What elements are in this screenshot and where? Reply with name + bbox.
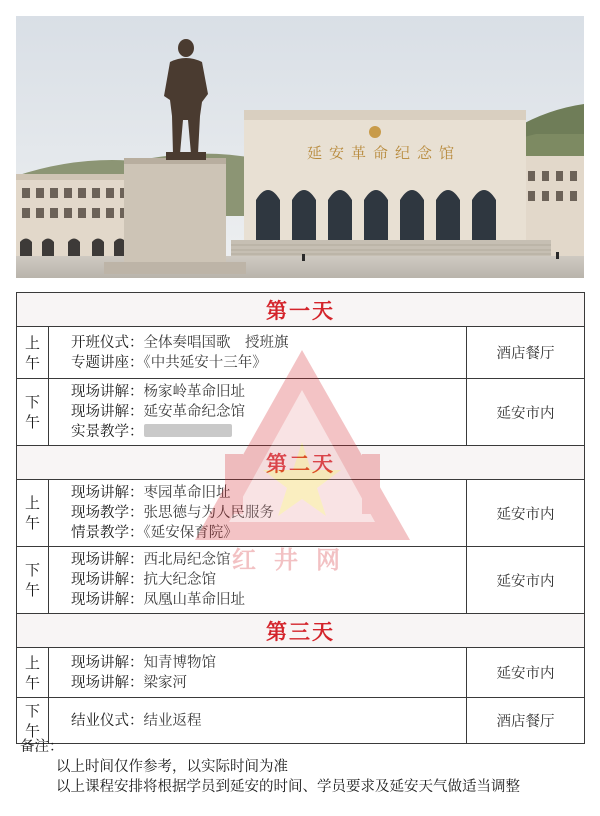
period-label: 上 午 — [17, 480, 49, 547]
session-location: 酒店餐厅 — [467, 698, 585, 744]
note-line: 以上时间仅作参考，以实际时间为准 — [56, 759, 288, 775]
session-items — [49, 480, 467, 547]
schedule-item: 现场讲解：杨家岭革命旧址 — [71, 384, 245, 400]
day-header-row — [17, 614, 585, 648]
notes-heading: 备注： — [20, 739, 64, 755]
plaza — [16, 256, 584, 278]
period-label: 下 午 — [17, 547, 49, 614]
session-location: 延安市内 — [467, 480, 585, 547]
schedule-item: 现场讲解：梁家河 — [71, 674, 187, 691]
watermark-text: 红井网 — [232, 545, 358, 574]
schedule-item: 现场讲解：抗大纪念馆 — [71, 572, 216, 588]
session-items — [49, 648, 467, 698]
session-location: 延安市内 — [467, 547, 585, 614]
schedule-item: 现场讲解：西北局纪念馆 — [71, 552, 231, 568]
session-row — [17, 547, 585, 614]
day-title: 第一天 — [17, 293, 585, 327]
schedule-item: 实景教学： — [71, 422, 458, 442]
hall-emblem — [369, 126, 381, 138]
day-header-row — [17, 293, 585, 327]
hall-steps — [231, 240, 551, 258]
statue-pedestal — [124, 158, 226, 270]
header-photo — [16, 16, 584, 278]
session-location: 酒店餐厅 — [467, 327, 585, 379]
day-title: 第二天 — [17, 446, 585, 480]
session-location: 延安市内 — [467, 379, 585, 446]
hall-sign: 延安革命纪念馆 — [306, 144, 462, 162]
session-items — [49, 379, 467, 446]
period-label: 下 午 — [17, 698, 49, 744]
day-header-row — [17, 446, 585, 480]
schedule-item: 开班仪式：全体奏唱国歌 授班旗 — [71, 334, 289, 351]
session-location: 延安市内 — [467, 648, 585, 698]
period-label: 上 午 — [17, 648, 49, 698]
note-line: 以上课程安排将根据学员到延安的时间、学员要求及延安天气做适当调整 — [56, 779, 520, 795]
redacted-value — [144, 424, 232, 437]
session-row — [17, 648, 585, 698]
schedule-item: 现场教学：张思德与为人民服务 — [71, 505, 274, 521]
session-row — [17, 327, 585, 379]
session-row — [17, 480, 585, 547]
period-label: 上 午 — [17, 327, 49, 379]
schedule-item: 现场讲解：枣园革命旧址 — [71, 485, 231, 501]
session-items — [49, 327, 467, 379]
day-title: 第三天 — [17, 614, 585, 648]
memorial-hall-illustration — [16, 16, 584, 278]
session-row — [17, 379, 585, 446]
period-label: 下 午 — [17, 379, 49, 446]
schedule-item: 现场讲解：凤凰山革命旧址 — [71, 592, 245, 608]
schedule-item: 现场讲解：延安革命纪念馆 — [71, 404, 245, 420]
notes-section — [20, 737, 580, 797]
session-items — [49, 547, 467, 614]
schedule-item: 专题讲座：《中共延安十三年》 — [71, 354, 267, 371]
schedule-item: 现场讲解：知青博物馆 — [71, 654, 216, 671]
schedule-item: 情景教学：《延安保育院》 — [71, 525, 238, 541]
schedule-item: 结业仪式：结业返程 — [71, 712, 202, 729]
schedule-table — [16, 292, 585, 744]
